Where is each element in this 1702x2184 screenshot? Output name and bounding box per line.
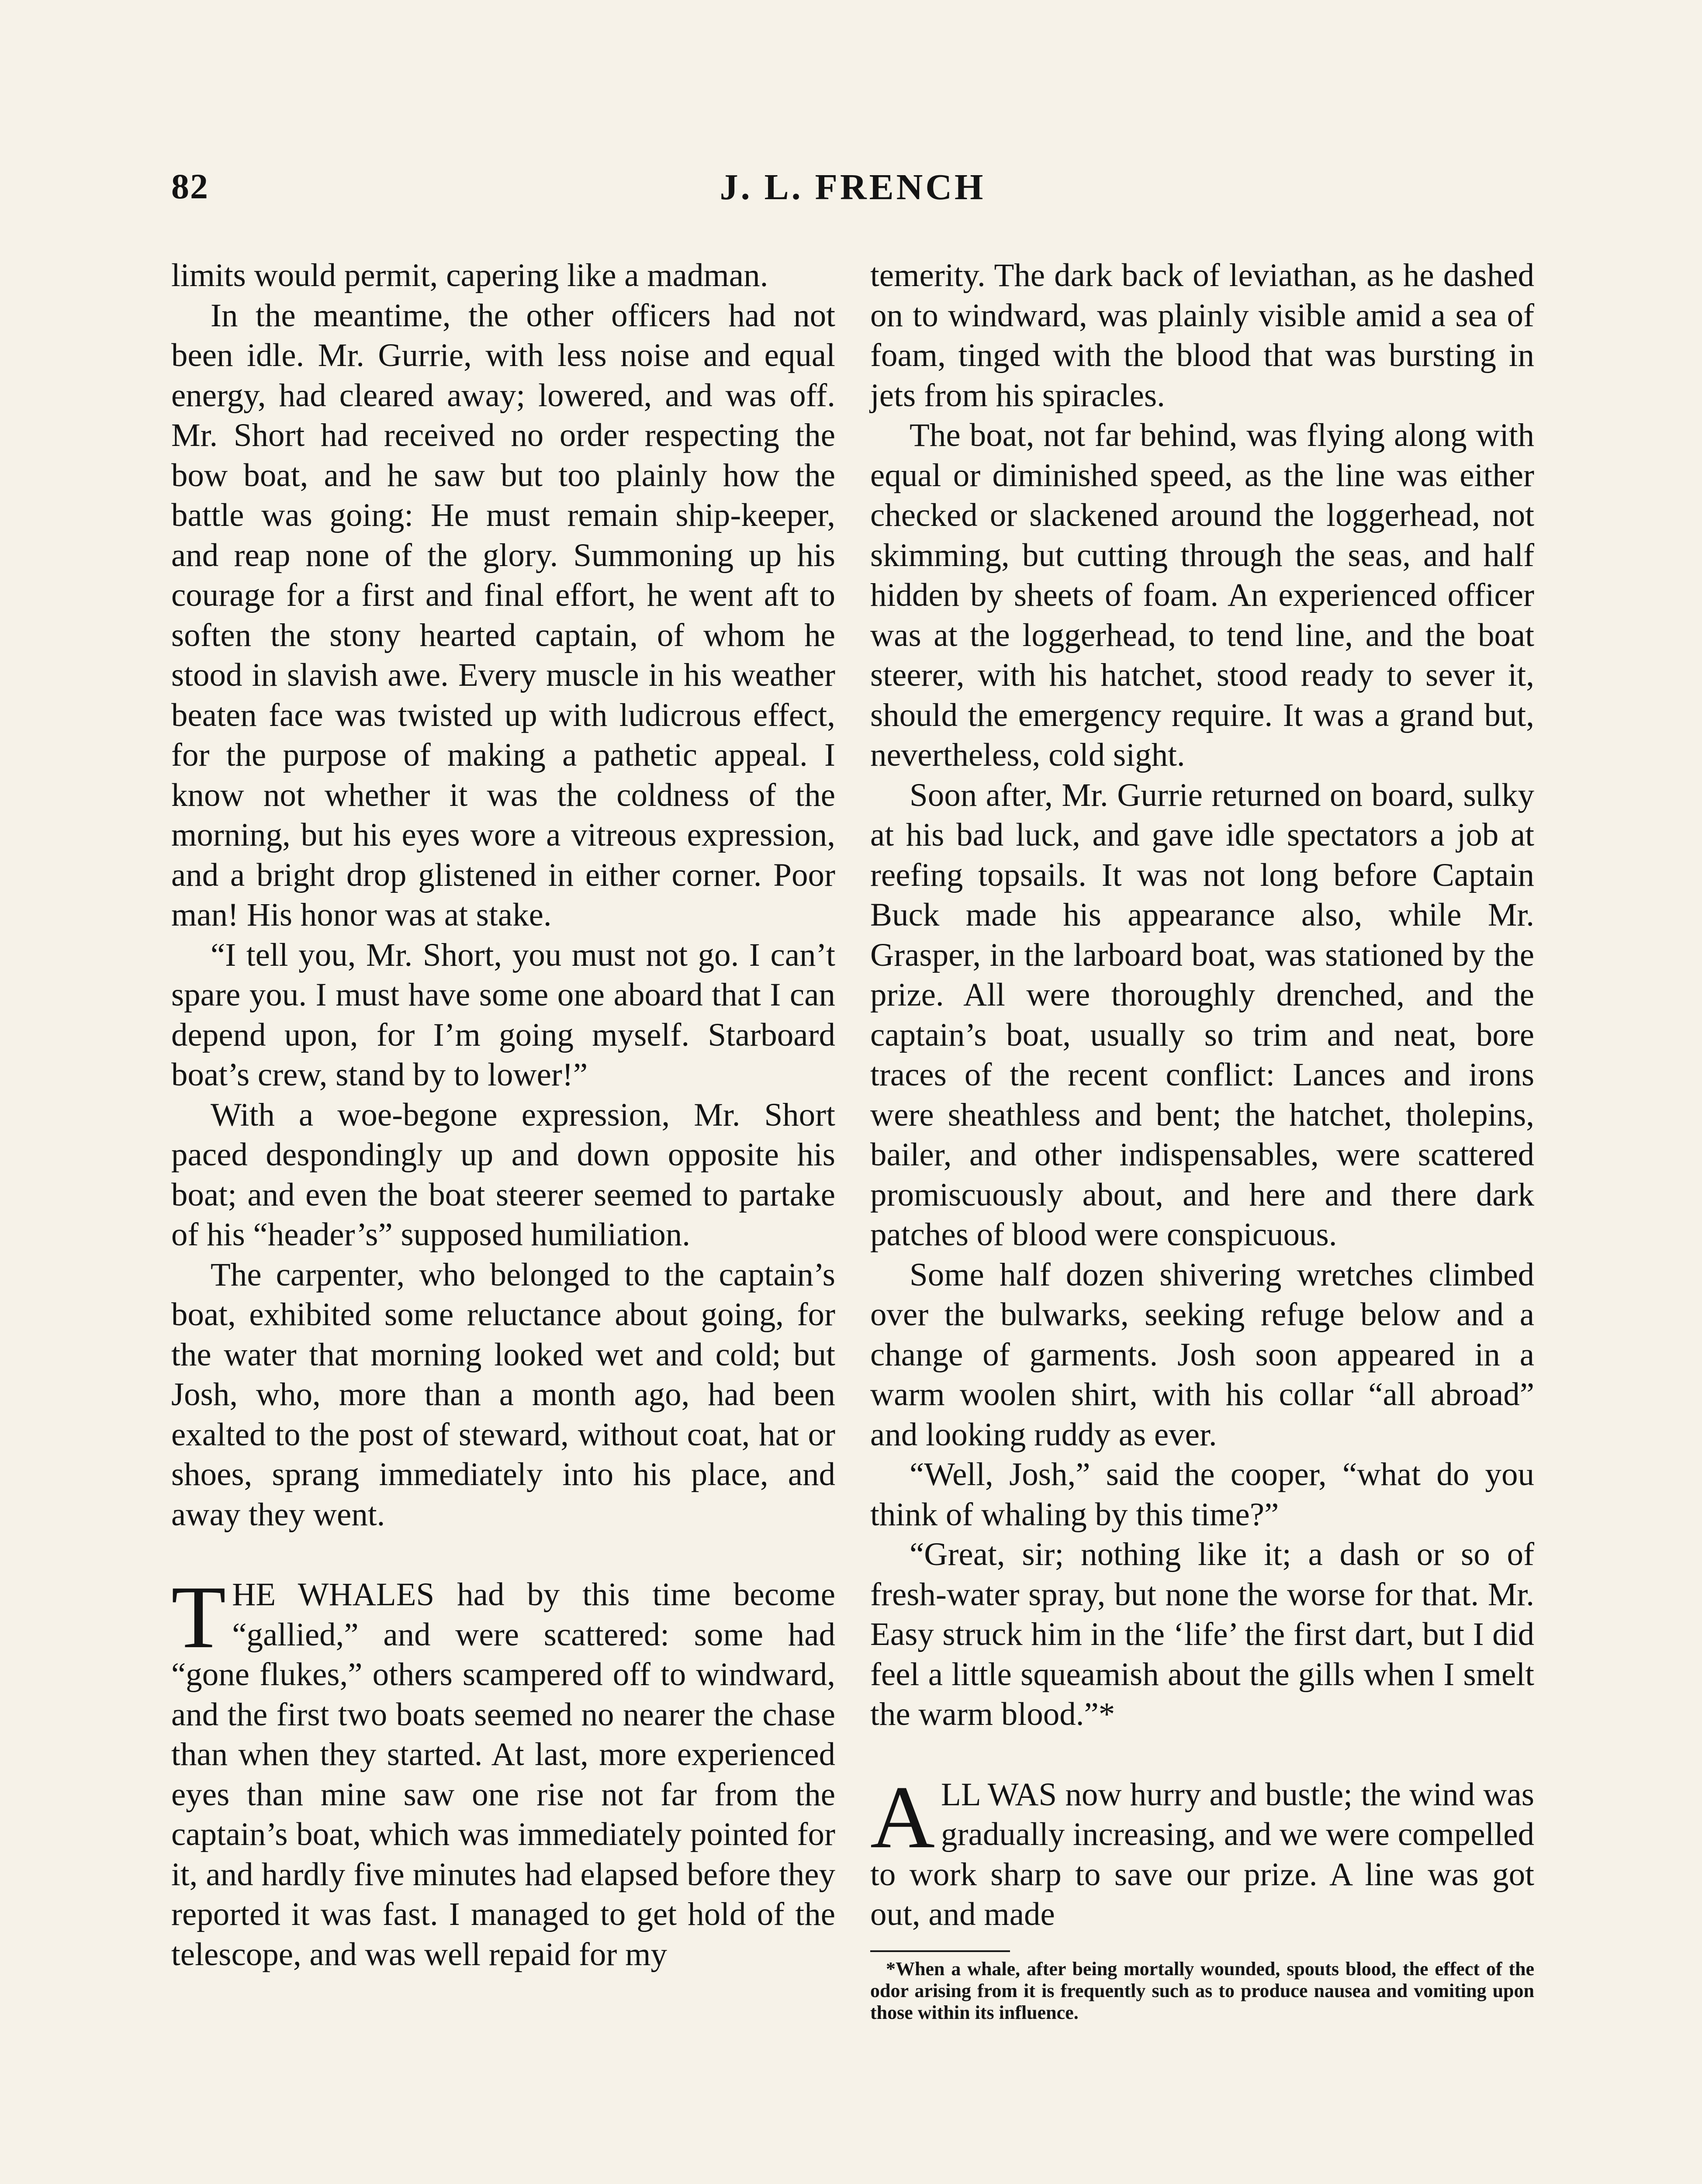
- paragraph: limits would permit, capering like a madman.: [171, 257, 768, 294]
- page-number: 82: [171, 166, 209, 206]
- drop-cap: A: [870, 1767, 935, 1867]
- right-column: [870, 256, 1534, 2024]
- left-column: [171, 256, 835, 1974]
- paragraph: With a woe-begone expression, Mr. Short paced despondingly up and down opposite his boat; and even the boat steerer seemed to partake of his “header’s” supposed humiliation.: [171, 1096, 835, 1253]
- paragraph: The carpenter, who belonged to the captain’s boat, exhibited some reluctance about going, for the water that morning looked wet and cold; but Josh, who, more than a month ago, had been exalted to the post of steward, without coat, hat or shoes, sprang immediately into his place, and away they went.: [171, 1256, 835, 1533]
- footnote-rule: [870, 1950, 1010, 1952]
- section-paragraph: [870, 1767, 1534, 1935]
- page-header: [171, 166, 1534, 218]
- section-paragraph: [171, 1568, 835, 1974]
- running-head: J. L. FRENCH: [720, 167, 986, 207]
- paragraph: “Well, Josh,” said the cooper, “what do you think of whaling by this time?”: [870, 1456, 1534, 1533]
- paragraph: “I tell you, Mr. Short, you must not go. I can’t spare you. I must have some one aboard that I can depend upon, for I’m going myself. Starboard boat’s crew, stand by to lower!”: [171, 936, 835, 1093]
- footnote: *When a whale, after being mortally wounded, spouts blood, the effect of the odor arising from it is frequently such as to produce nausea and vomiting upon those within its influence.: [870, 1958, 1534, 2023]
- drop-cap: T: [171, 1568, 226, 1667]
- paragraph: The boat, not far behind, was flying along with equal or diminished speed, as the line was either checked or slackened around the loggerhead, not skimming, but cutting through the seas, and half hidden by sheets of foam. An experienced officer was at the loggerhead, to tend line, and the boat steerer, with his hatchet, stood ready to sever it, should the emergency require. It was a grand but, nevertheless, cold sight.: [870, 417, 1534, 773]
- paragraph: temerity. The dark back of leviathan, as he dashed on to windward, was plainly visible amid a sea of foam, tinged with the blood that was bursting in jets from his spiracles.: [870, 257, 1534, 414]
- paragraph: In the meantime, the other officers had not been idle. Mr. Gurrie, with less noise and equal energy, had cleared away; lowered, and was off. Mr. Short had received no order respecting the bow boat, and he saw but too plainly how the battle was going: He must remain ship-keeper, and reap none of the glory. Summoning up his courage for a first and final effort, he went aft to soften the stony hearted captain, of whom he stood in slavish awe. Every muscle in his weather beaten face was twisted up with ludicrous effect, for the purpose of making a pathetic appeal. I know not whether it was the coldness of the morning, but his eyes wore a vitreous expression, and a bright drop glistened in either corner. Poor man! His honor was at stake.: [171, 297, 835, 933]
- paragraph: Soon after, Mr. Gurrie returned on board, sulky at his bad luck, and gave idle spectators a job at reefing topsails. It was not long before Captain Buck made his appearance also, while Mr. Grasper, in the larboard boat, was stationed by the prize. All were thoroughly drenched, and the captain’s boat, usually so trim and neat, bore traces of the recent conflict: Lances and irons were sheathless and bent; the hatchet, tholepins, bailer, and other indispensables, were scattered promiscuously about, and here and there dark patches of blood were conspicuous.: [870, 777, 1534, 1253]
- paragraph: Some half dozen shivering wretches climbed over the bulwarks, seeking refuge below and a change of garments. Josh soon appeared in a warm woolen shirt, with his collar “all abroad” and looking ruddy as ever.: [870, 1256, 1534, 1453]
- section-text: HE WHALES had by this time become “gallied,” and were scattered: some had “gone flukes,” others scampered off to windward, and the first two boats seemed no nearer the chase than when they started. At last, more experienced eyes than mine saw one rise not far from the captain’s boat, which was immediately pointed for it, and hardly five minutes had elapsed before they reported it was fast. I managed to get hold of the telescope, and was well repaid for my: [171, 1576, 835, 1973]
- section-text: LL WAS now hurry and bustle; the wind was gradually increasing, and we were compelled to work sharp to save our prize. A line was got out, and made: [870, 1776, 1534, 1932]
- paragraph: “Great, sir; nothing like it; a dash or so of fresh-water spray, but none the worse for that. Mr. Easy struck him in the ‘life’ the first dart, but I did feel a little squeamish about the gills when I smelt the warm blood.”*: [870, 1536, 1534, 1732]
